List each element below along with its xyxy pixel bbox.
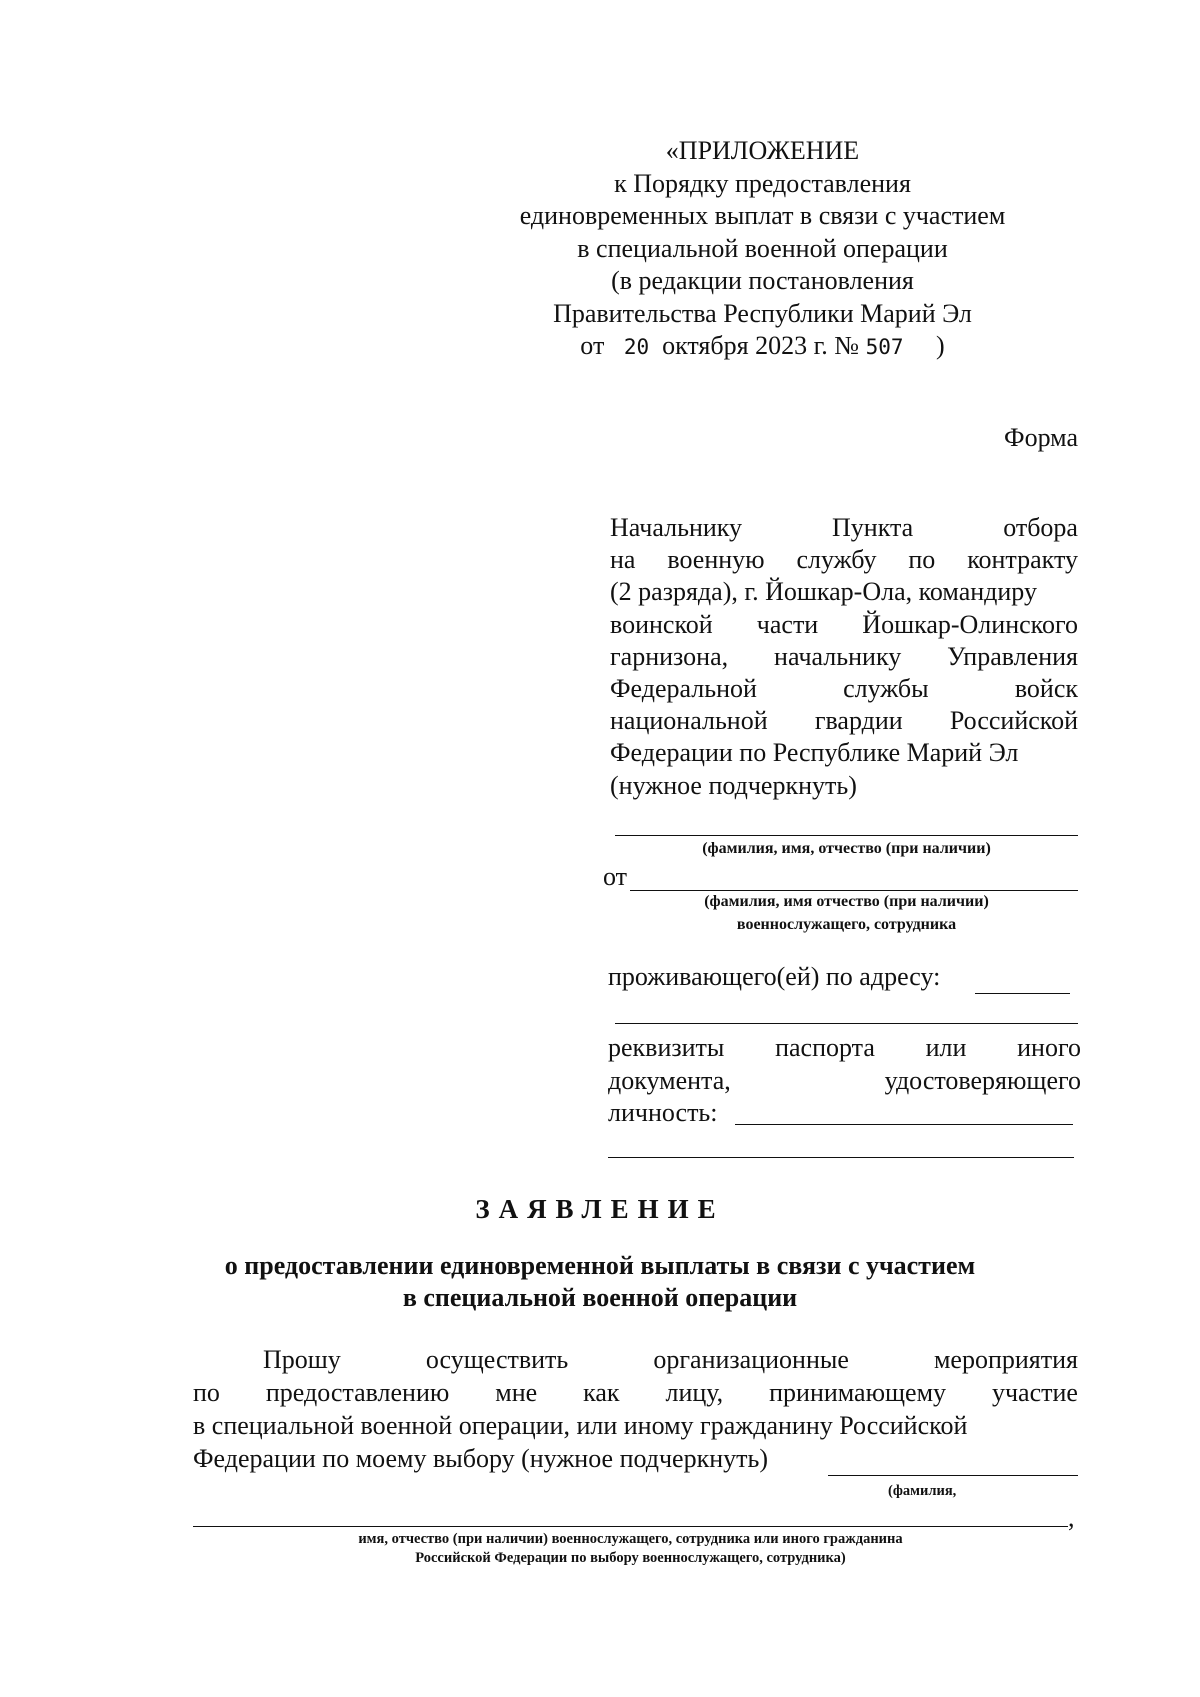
document-subtitle [0,1250,1200,1314]
recipient-surname-caption: (фамилия, [888,1483,957,1499]
addressee-note: (нужное подчеркнуть) [610,770,857,800]
word: национальной [610,706,768,736]
appendix-title: «ПРИЛОЖЕНИЕ [665,136,860,165]
passport-field-part1[interactable] [735,1124,1073,1125]
word: на [610,545,636,575]
word: контракту [967,545,1078,575]
word: осуществить [425,1345,569,1374]
passport-line [608,1065,1081,1098]
appendix-line: Правительства Республики Марий Эл [553,298,972,328]
word: участие [991,1378,1078,1407]
addressee-block [610,512,1078,802]
subtitle-line: в специальной военной операции [402,1283,798,1312]
word: организационные [653,1345,849,1374]
word: по [908,545,936,575]
document-number: 507 [865,335,904,359]
from-label: от [603,862,628,891]
appendix-line: в специальной военной операции [577,233,948,263]
word: лицу, [665,1378,724,1407]
form-label: Форма [1004,423,1078,452]
word: начальнику [774,641,902,671]
recipient-caption: имя, отчество (при наличии) военнослужащего, сотрудника или иного гражданина [358,1531,903,1547]
word: военную [667,545,765,575]
addressee-name-caption: (фамилия, имя, отчество (при наличии) [702,840,991,857]
document-title: ЗАЯВЛЕНИЕ [475,1194,725,1224]
word: Управления [947,641,1078,671]
appendix-date-line [500,330,1025,364]
request-paragraph [193,1343,1078,1475]
addressee-line [610,609,1078,641]
word: части [756,609,819,639]
word: документа, [608,1065,731,1095]
word: или [925,1033,967,1062]
word: предоставлению [265,1378,450,1407]
address-field-part2[interactable] [615,1023,1078,1024]
addressee-line: Федерации по Республике Марий Эл [610,738,1019,768]
word: как [583,1378,620,1407]
word: принимающему [769,1378,947,1407]
address-label: проживающего(ей) по адресу: [608,962,941,991]
word: Российской [949,706,1078,736]
word: мероприятия [933,1345,1078,1374]
word: Йошкар-Олинского [862,609,1078,639]
word: иного [1017,1033,1081,1062]
addressee-line [610,512,1078,544]
word: реквизиты [608,1033,725,1062]
word: по [193,1378,220,1407]
passport-line [608,1032,1081,1065]
word: Прошу [263,1345,341,1374]
word: гвардии [814,706,903,736]
date-prefix: от [580,331,605,360]
applicant-name-caption: военнослужащего, сотрудника [736,916,957,933]
word: Федеральной [610,674,757,704]
appendix-line: (в редакции постановления [611,266,914,295]
passport-field-part2[interactable] [608,1157,1074,1158]
paragraph-line: Федерации по моему выбору (нужное подчеркнуть) [193,1444,768,1473]
recipient-name-field-part1[interactable] [828,1475,1078,1476]
date-text: октября 2023 г. № [662,331,860,360]
word: Пункта [832,513,914,542]
passport-details-block [608,1032,1081,1130]
word: отбора [1003,513,1078,542]
word: службу [796,545,877,575]
address-field-part1[interactable] [975,993,1070,994]
appendix-line: единовременных выплат в связи с участием [519,201,1006,230]
appendix-line: к Порядку предоставления [614,168,911,198]
recipient-caption: Российской Федерации по выбору военнослужащего, сотрудника) [415,1550,846,1566]
word: гарнизона, [610,641,729,671]
word: удостоверяющего [884,1065,1081,1095]
applicant-name-caption: (фамилия, имя отчество (при наличии) [704,893,989,910]
paragraph-line: в специальной военной операции, или иному гражданину Российской [193,1411,968,1440]
word: войск [1014,674,1078,704]
line-end-comma: , [1068,1503,1075,1532]
addressee-line [610,705,1078,737]
word: паспорта [775,1033,875,1062]
subtitle-line: о предоставлении единовременной выплаты в связи с участием [224,1251,976,1280]
word: службы [843,674,929,704]
word: мне [495,1378,538,1407]
word: воинской [610,609,713,639]
date-day: 20 [623,335,650,359]
appendix-header [500,135,1025,364]
applicant-name-field[interactable] [630,890,1078,891]
passport-label: личность: [608,1098,718,1127]
addressee-line [610,673,1078,705]
paragraph-line [193,1376,1078,1409]
paragraph-line [193,1343,1078,1376]
recipient-name-field-part2[interactable] [193,1526,1068,1527]
date-suffix: ) [936,331,945,360]
addressee-name-field[interactable] [615,835,1078,836]
addressee-line [610,544,1078,576]
addressee-line [610,641,1078,673]
addressee-line: (2 разряда), г. Йошкар-Ола, командиру [610,577,1037,607]
word: Начальнику [610,513,743,542]
